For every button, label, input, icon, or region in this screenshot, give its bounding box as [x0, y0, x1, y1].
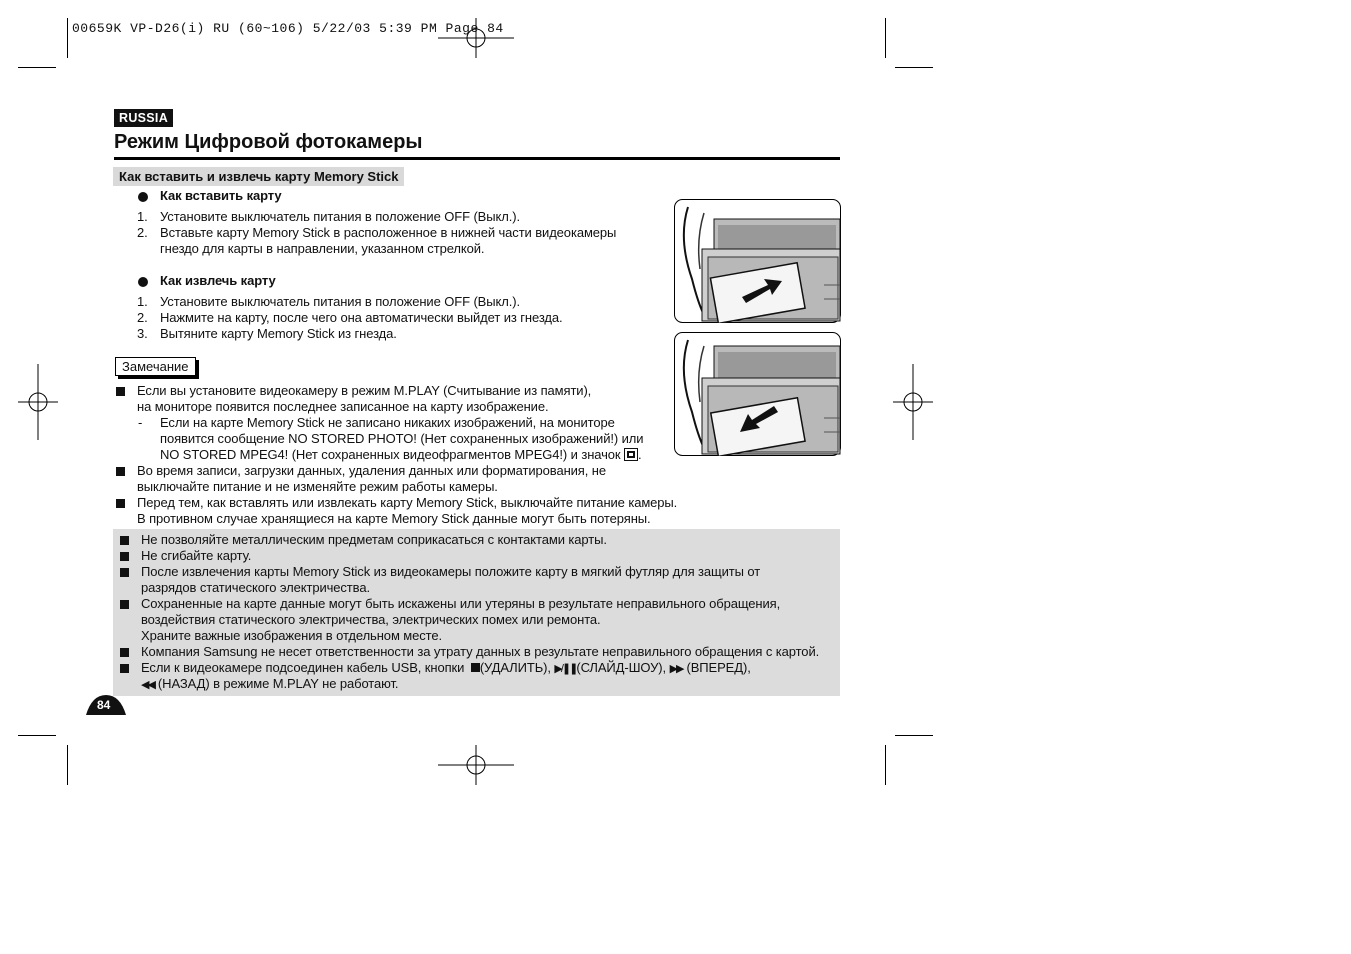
- note-text: появится сообщение NO STORED PHOTO! (Нет сохраненных изображений!) или: [160, 431, 644, 446]
- caution-text: Храните важные изображения в отдельном месте.: [141, 628, 443, 643]
- caution-text: [141, 660, 751, 677]
- caution-text: разрядов статического электричества.: [141, 580, 370, 595]
- bullet-icon: [138, 192, 148, 202]
- insert-heading: Как вставить карту: [160, 188, 282, 203]
- fast-forward-icon: ▶▶: [669, 663, 683, 675]
- step-number: 2.: [137, 310, 148, 325]
- note-label: Замечание: [115, 357, 196, 376]
- bullet-square-icon: [120, 648, 129, 657]
- bullet-square-icon: [120, 568, 129, 577]
- caution-text: (НАЗАД) в режиме M.PLAY не работают.: [157, 676, 399, 691]
- title-rule: [114, 157, 840, 160]
- note-text: Перед тем, как вставлять или извлекать карту Memory Stick, выключайте питание камеры.: [137, 495, 678, 510]
- rewind-icon: ◀◀: [141, 679, 154, 691]
- note-text: Во время записи, загрузки данных, удаления данных или форматирования, не: [137, 463, 606, 478]
- insert-card-illustration: [674, 199, 841, 323]
- stop-icon: [471, 663, 480, 672]
- bullet-square-icon: [120, 664, 129, 673]
- page-title: Режим Цифровой фотокамеры: [114, 131, 423, 153]
- note-text: Если вы установите видеокамеру в режим M.PLAY (Считывание из памяти),: [137, 383, 592, 398]
- crop-mark: [895, 735, 933, 736]
- registration-mark-left: [18, 362, 58, 442]
- eject-card-illustration: [674, 332, 841, 456]
- language-badge: RUSSIA: [114, 109, 173, 127]
- caution-text: воздействия статического электричества, электрических помех или ремонта.: [141, 612, 601, 627]
- note-text: [160, 447, 642, 463]
- caution-text: (СЛАЙД-ШОУ),: [576, 660, 667, 675]
- step-number: 3.: [137, 326, 148, 341]
- insert-step: Установите выключатель питания в положение OFF (Выкл.).: [160, 209, 520, 224]
- insert-step: гнездо для карты в направлении, указанном стрелкой.: [160, 241, 485, 256]
- bullet-square-icon: [116, 387, 125, 396]
- note-dash: -: [138, 415, 143, 430]
- crop-mark: [885, 745, 886, 785]
- note-text: Если на карте Memory Stick не записано никаких изображений, на мониторе: [160, 415, 615, 430]
- crop-mark: [67, 745, 68, 785]
- section-title: Как вставить и извлечь карту Memory Stick: [113, 167, 404, 186]
- play-pause-icon: ▶/❚❚: [554, 663, 577, 675]
- eject-step: Нажмите на карту, после чего она автоматически выйдет из гнезда.: [160, 310, 563, 325]
- memory-card-icon: [624, 448, 638, 461]
- crop-mark: [18, 735, 56, 736]
- eject-step: Установите выключатель питания в положение OFF (Выкл.).: [160, 294, 520, 309]
- caution-text: Сохраненные на карте данные могут быть искажены или утеряны в результате неправильного обращения,: [141, 596, 781, 611]
- caution-text: (ВПЕРЕД),: [686, 660, 751, 675]
- caution-text: Не сгибайте карту.: [141, 548, 252, 563]
- note-text: NO STORED MPEG4! (Нет сохраненных видеофрагментов MPEG4!) и значок: [160, 447, 621, 462]
- crop-mark: [67, 18, 68, 58]
- caution-text: Компания Samsung не несет ответственности за утрату данных в результате неправильного обращения с картой.: [141, 644, 820, 659]
- caution-text: [141, 676, 398, 693]
- bullet-square-icon: [120, 536, 129, 545]
- note-text: .: [638, 447, 642, 462]
- note-text: В противном случае хранящиеся на карте Memory Stick данные могут быть потеряны.: [137, 511, 651, 526]
- note-text: на мониторе появится последнее записанное на карту изображение.: [137, 399, 549, 414]
- step-number: 1.: [137, 294, 148, 309]
- step-number: 2.: [137, 225, 148, 240]
- insert-step: Вставьте карту Memory Stick в расположенное в нижней части видеокамеры: [160, 225, 617, 240]
- bullet-icon: [138, 277, 148, 287]
- note-text: выключайте питание и не изменяйте режим работы камеры.: [137, 479, 498, 494]
- bullet-square-icon: [116, 467, 125, 476]
- caution-text: Не позволяйте металлическим предметам соприкасаться с контактами карты.: [141, 532, 607, 547]
- crop-mark: [895, 67, 933, 68]
- bullet-square-icon: [116, 499, 125, 508]
- registration-mark-right: [893, 362, 933, 442]
- crop-mark: [885, 18, 886, 58]
- page-number: 84: [97, 698, 111, 712]
- caution-text: Если к видеокамере подсоединен кабель USB, кнопки: [141, 660, 465, 675]
- registration-mark-bottom: [436, 745, 516, 785]
- eject-heading: Как извлечь карту: [160, 273, 276, 288]
- crop-mark: [18, 67, 56, 68]
- eject-step: Вытяните карту Memory Stick из гнезда.: [160, 326, 397, 341]
- step-number: 1.: [137, 209, 148, 224]
- bullet-square-icon: [120, 600, 129, 609]
- caution-text: (УДАЛИТЬ),: [479, 660, 551, 675]
- caution-text: После извлечения карты Memory Stick из видеокамеры положите карту в мягкий футляр для защиты от: [141, 564, 761, 579]
- print-slug: 00659K VP-D26(i) RU (60~106) 5/22/03 5:39 PM Page 84: [72, 21, 504, 36]
- bullet-square-icon: [120, 552, 129, 561]
